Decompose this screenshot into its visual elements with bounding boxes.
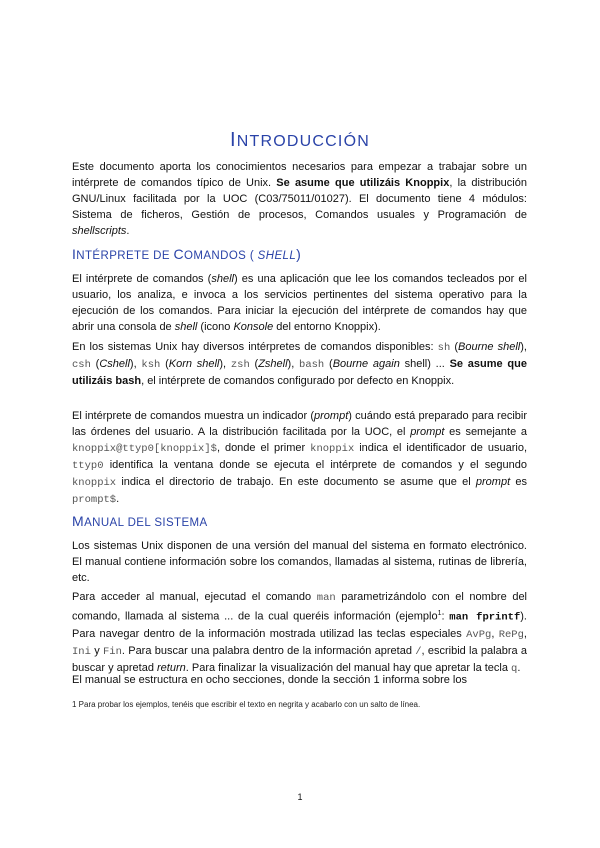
section-heading-shell: INTÉRPRETE DE COMANDOS ( SHELL) bbox=[72, 246, 302, 262]
shell-paragraph-3: El intérprete de comandos muestra un indicador (prompt) cuándo está preparado para recibir las órdenes del usuario. A la distribución facilitada por la UOC, el prompt es semejante a knoppix@ttyp0[knoppix]$, donde el primer knoppix indica el identificador de usuario, ttyp0 identifica la ventana donde se ejecuta el intérprete de comandos y el segundo knoppix indica el directorio de trabajo. En este documento se asume que el prompt es prompt$. bbox=[72, 410, 528, 506]
footnote: 1 Para probar los ejemplos, tenéis que escribir el texto en negrita y acabarlo con un salto de línea. bbox=[72, 700, 421, 709]
shell-paragraph-2: En los sistemas Unix hay diversos intérpretes de comandos disponibles: sh (Bourne shell), csh (Cshell), ksh (Korn shell), zsh (Zshell), bash (Bourne again shell) ... Se asume que utilizáis bash, el intérprete de comandos configurado por defecto en Knoppix. bbox=[72, 341, 527, 387]
section-heading-manual: MANUAL DEL SISTEMA bbox=[72, 513, 208, 529]
page-number: 1 bbox=[297, 792, 303, 802]
shell-paragraph-1: El intérprete de comandos (shell) es una aplicación que lee los comandos tecleados por el usuario, los analiza, e invoca a los servicios pertinentes del sistema operativo para la ejecución de los comandos. Para iniciar la ejecución del intérprete de comandos hay que abrir una consola de shell (icono Konsole del entorno Knoppix). bbox=[72, 273, 527, 333]
intro-paragraph: Este documento aporta los conocimientos necesarios para empezar a trabajar sobre un intérprete de comandos típico de Unix. Se asume que utilizáis Knoppix, la distribución GNU/Linux facilitada por la UOC (C03/75011/01027). El documento tiene 4 módulos: Sistema de ficheros, Gestión de procesos, Comandos usuales y Programación de shellscripts. bbox=[72, 161, 527, 237]
manual-paragraph-3: El manual se estructura en ocho secciones, donde la sección 1 informa sobre los bbox=[72, 674, 467, 686]
page-title: INTRODUCCIÓN bbox=[230, 129, 370, 151]
manual-paragraph-1: Los sistemas Unix disponen de una versión del manual del sistema en formato electrónico. El manual contiene información sobre los comandos, llamadas al sistema, rutinas de librería, etc. bbox=[72, 540, 527, 584]
manual-paragraph-2: Para acceder al manual, ejecutad el comando man parametrizándolo con el nombre del comando, llamada al sistema ... de la cual queréis información (ejemplo$^1$: man fprintf). Para navegar dentro de la información mostrada utilizad las teclas especiales AvPg, RePg, Ini y Fin. Para buscar una palabra dentro de la información apretad /, escribid la palabra a buscar y apretad return. Para finalizar la visualización del manual hay que apretar la tecla q. bbox=[72, 591, 528, 675]
